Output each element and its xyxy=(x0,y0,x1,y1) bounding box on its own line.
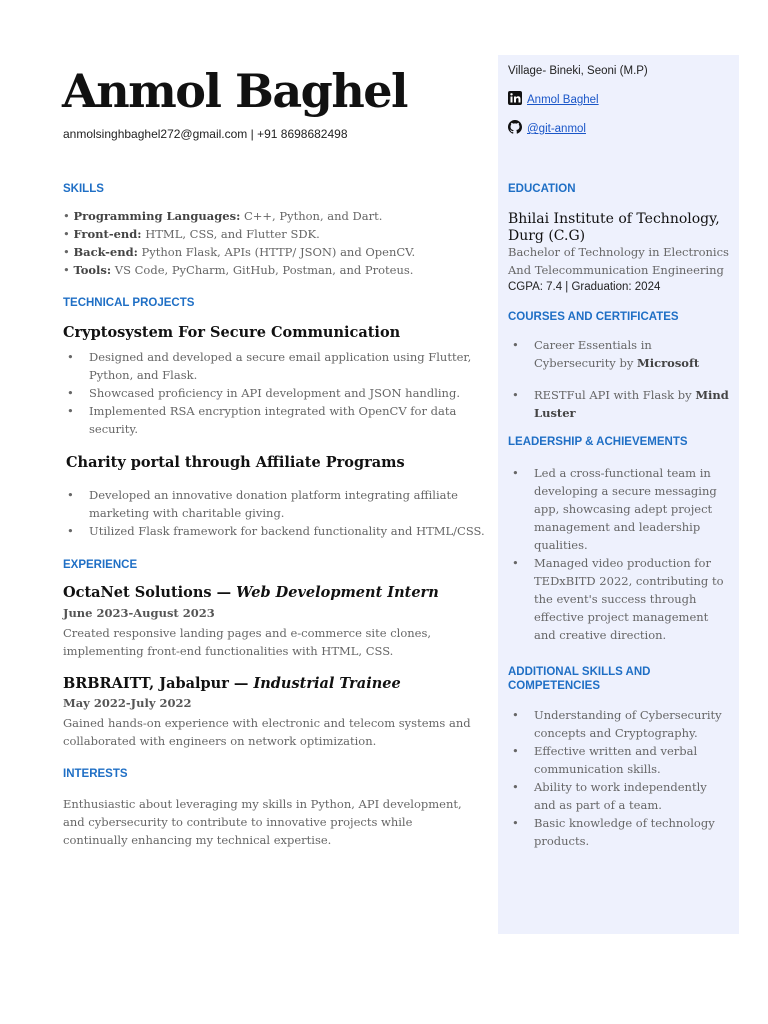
list-item: • RESTFul API with Flask by Mind Luster xyxy=(534,386,734,422)
leadership-list xyxy=(508,464,724,644)
skills-list xyxy=(63,207,483,279)
list-item: • Implemented RSA encryption integrated with OpenCV for data security. xyxy=(89,402,484,438)
education-details: CGPA: 7.4 | Graduation: 2024 xyxy=(508,281,661,293)
list-item: • Utilized Flask framework for backend functionality and HTML/CSS. xyxy=(89,522,489,540)
project-title: Charity portal through Affiliate Programs xyxy=(66,454,405,471)
education-heading: EDUCATION xyxy=(508,183,576,195)
address: Village- Bineki, Seoni (M.P) xyxy=(508,65,648,77)
courses-heading: COURSES AND CERTIFICATES xyxy=(508,311,679,323)
education-degree: Bachelor of Technology in Electronics And Telecommunication Engineering xyxy=(508,245,729,277)
job-dates: May 2022-July 2022 xyxy=(63,696,192,710)
list-item: • Showcased proficiency in API development and JSON handling. xyxy=(89,384,484,402)
leadership-heading: LEADERSHIP & ACHIEVEMENTS xyxy=(508,436,688,448)
linkedin-icon xyxy=(508,91,522,105)
skills-heading: SKILLS xyxy=(63,183,104,195)
education-school: Bhilai Institute of Technology, Durg (C.G) xyxy=(508,211,720,244)
job-title: OctaNet Solutions — Web Development Intern xyxy=(63,584,439,601)
skill-item: • Back-end: Python Flask, APIs (HTTP/ JSON) and OpenCV. xyxy=(63,245,416,259)
list-item: • Led a cross-functional team in developing a secure messaging app, showcasing adept project management and leadership qualities. xyxy=(534,464,724,554)
list-item: • Career Essentials in Cybersecurity by Microsoft xyxy=(534,336,734,372)
job-dates: June 2023-August 2023 xyxy=(63,606,215,620)
contact-line: anmolsinghbaghel272@gmail.com | +91 8698682498 xyxy=(63,127,348,141)
courses-list xyxy=(508,336,734,422)
list-item: • Managed video production for TEDxBITD 2022, contributing to the event's success through effective project management and creative direction. xyxy=(534,554,724,644)
linkedin-link[interactable]: Anmol Baghel xyxy=(527,94,599,106)
interests-text: Enthusiastic about leveraging my skills in Python, API development, and cybersecurity to contribute to innovative projects while continually enhancing my technical expertise. xyxy=(63,797,462,847)
github-link[interactable]: @git-anmol xyxy=(527,123,586,135)
linkedin-link-row[interactable] xyxy=(508,91,599,106)
experience-heading: EXPERIENCE xyxy=(63,559,138,571)
additional-skills-list xyxy=(508,706,729,850)
project-bullets xyxy=(63,486,489,540)
list-item: • Ability to work independently and as part of a team. xyxy=(534,778,729,814)
list-item: • Understanding of Cybersecurity concepts and Cryptography. xyxy=(534,706,729,742)
job-description: Gained hands-on experience with electronic and telecom systems and collaborated with engineers on network optimization. xyxy=(63,716,471,748)
candidate-name: Anmol Baghel xyxy=(62,64,408,118)
job-title: BRBRAITT, Jabalpur — Industrial Trainee xyxy=(63,675,401,692)
list-item: • Developed an innovative donation platform integrating affiliate marketing with charitable giving. xyxy=(89,486,489,522)
skill-item: • Programming Languages: C++, Python, and Dart. xyxy=(63,209,383,223)
project-title: Cryptosystem For Secure Communication xyxy=(63,324,401,341)
github-icon xyxy=(508,120,522,134)
skill-item: • Tools: VS Code, PyCharm, GitHub, Postman, and Proteus. xyxy=(63,263,414,277)
additional-skills-heading: ADDITIONAL SKILLS AND COMPETENCIES xyxy=(508,666,651,692)
github-link-row[interactable] xyxy=(508,120,586,135)
interests-heading: INTERESTS xyxy=(63,768,128,780)
job-description: Created responsive landing pages and e-commerce site clones, implementing front-end functionalities with HTML, CSS. xyxy=(63,626,432,658)
list-item: • Designed and developed a secure email application using Flutter, Python, and Flask. xyxy=(89,348,484,384)
skill-item: • Front-end: HTML, CSS, and Flutter SDK. xyxy=(63,227,320,241)
list-item: • Basic knowledge of technology products. xyxy=(534,814,729,850)
list-item: • Effective written and verbal communication skills. xyxy=(534,742,729,778)
projects-heading: TECHNICAL PROJECTS xyxy=(63,297,195,309)
project-bullets xyxy=(63,348,484,438)
